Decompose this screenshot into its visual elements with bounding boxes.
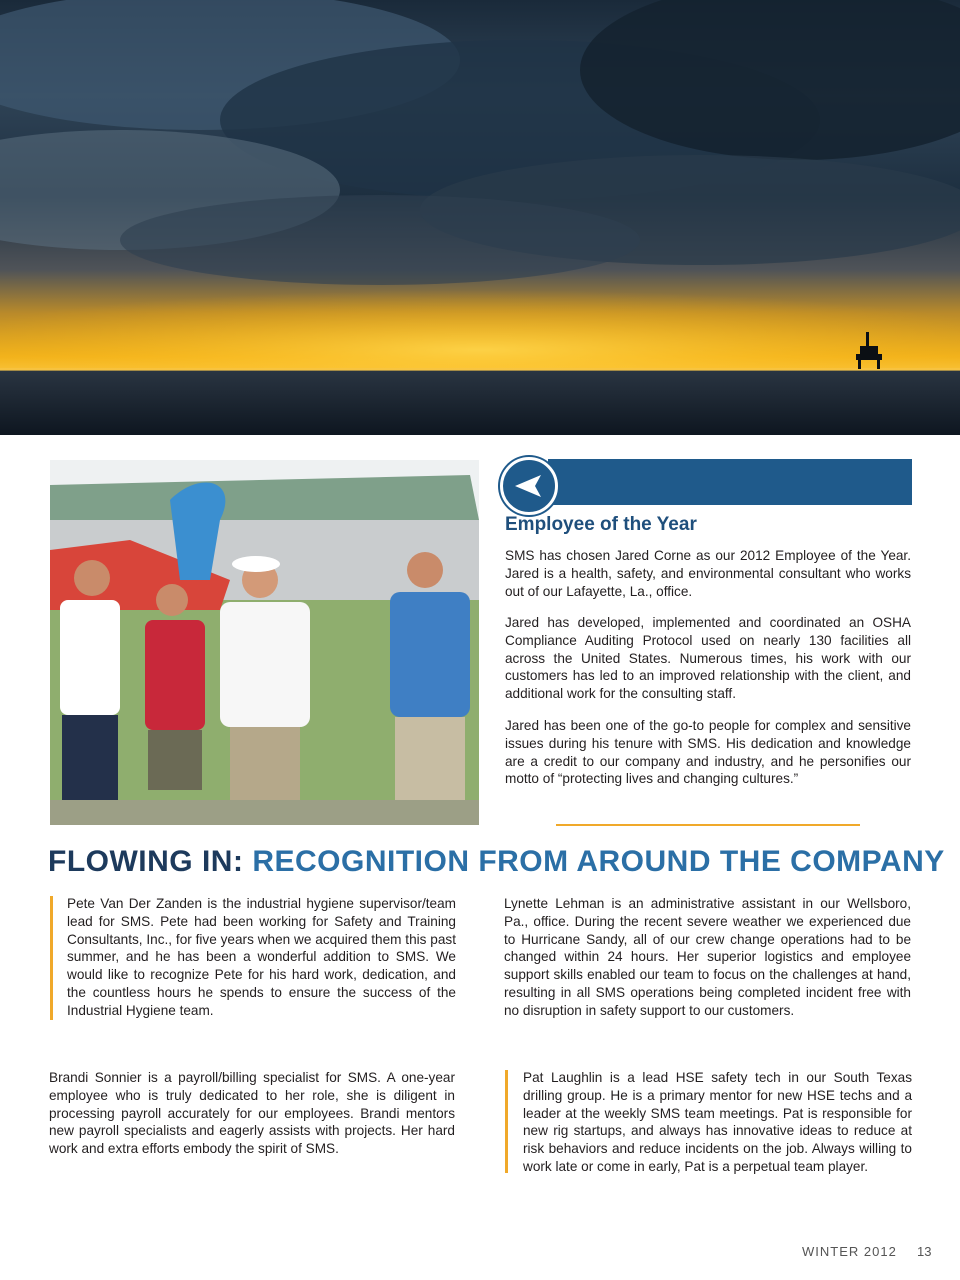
- issue-label: WINTER 2012: [802, 1244, 897, 1259]
- page-headline: [48, 845, 945, 879]
- headline-bold: FLOWING IN:: [48, 845, 244, 878]
- section-badge: [500, 457, 558, 515]
- page-number: 13: [917, 1244, 932, 1259]
- section-header-bar: [548, 459, 912, 505]
- hero-storm-photo: [0, 0, 960, 435]
- recognition-pat: Pat Laughlin is a lead HSE safety tech in our South Texas drilling group. He is a primary mentor for new HSE techs and a leader at the weekly SMS team meetings. Pat is responsible for new rig startups, and always has innovative ideas to reduce at risk behaviors and reduce incidents on the job. Always willing to work late or come in early, Pat is a perpetual team player.: [523, 1070, 912, 1174]
- photo-illustration: [50, 460, 479, 825]
- accent-bar: [50, 896, 53, 1020]
- recognition-lynette: Lynette Lehman is an administrative assistant in our Wellsboro, Pa., office. During the recent severe weather we experienced due to Hurricane Sandy, all of our crew change operations had to be changed within 24 hours. Her superior logistics and employee support skills enabled our team to focus on the challenges at hand, resulting in all SMS operations being completed incident free with no disruption in safety support to our customers.: [504, 896, 911, 1018]
- headline-light: RECOGNITION FROM AROUND THE COMPANY: [252, 845, 945, 878]
- eoy-paragraph-2: Jared has developed, implemented and coordinated an OSHA Compliance Auditing Protocol used on nearly 130 facilities all across the United States. Numerous times, his work with our customers has led to an improved relationship with the client, and additional work for the consulting staff.: [505, 615, 911, 702]
- eoy-paragraph-3: Jared has been one of the go-to people for complex and sensitive issues during his tenure with SMS. His dedication and knowledge are a credit to our company and industry, and he personifies our motto of “protecting lives and changing cultures.”: [505, 718, 911, 787]
- arrow-left-icon: [503, 460, 555, 512]
- storm-sky-graphic: [0, 0, 960, 435]
- recognition-brandi: Brandi Sonnier is a payroll/billing specialist for SMS. A one-year employee who is truly dedicated to her role, she is diligent in processing payroll accurately for our employees. Brandi mentors new payroll specialists and eagerly assists with projects. Her hard work and extra efforts embody the spirit of SMS.: [49, 1070, 455, 1157]
- eoy-paragraph-1: SMS has chosen Jared Corne as our 2012 Employee of the Year. Jared is a health, safety, and environmental consultant who works out of our Lafayette, La., office.: [505, 548, 911, 599]
- accent-bar: [505, 1070, 508, 1173]
- recognition-pete: Pete Van Der Zanden is the industrial hygiene supervisor/team lead for SMS. Pete had been working for Safety and Training Consultants, Inc., for five years when we acquired them this past summer, and he has been a wonderful addition to SMS. We would like to recognize Pete for his hard work, dedication, and the countless hours he spends to ensure the success of the Industrial Hygiene team.: [67, 896, 456, 1018]
- section-title: Employee of the Year: [505, 514, 697, 535]
- award-handshake-photo: [50, 460, 479, 825]
- section-divider: [556, 824, 860, 826]
